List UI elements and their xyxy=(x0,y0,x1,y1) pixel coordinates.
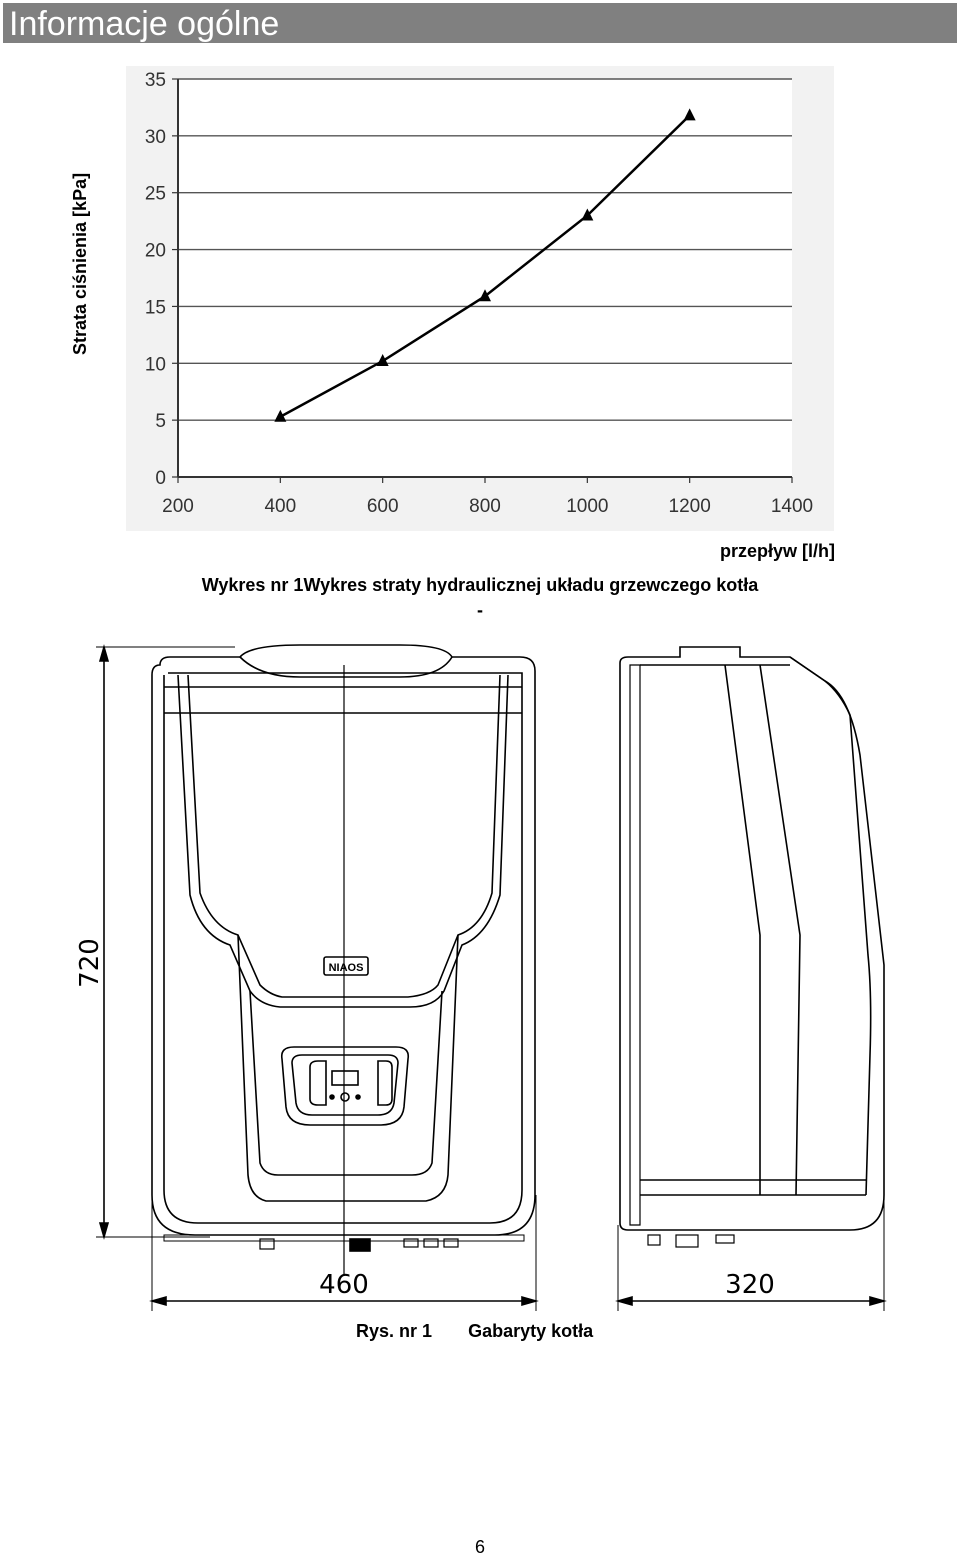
chart-svg xyxy=(126,66,834,531)
chart-caption-dash: - xyxy=(477,600,483,620)
y-tick-label: 25 xyxy=(144,183,166,205)
figure-title: Gabaryty kotła xyxy=(468,1321,594,1341)
section-header-bar xyxy=(3,3,957,43)
boiler-front-view xyxy=(152,645,535,1275)
x-tick-label: 400 xyxy=(264,496,297,517)
boiler-dimension-drawing xyxy=(60,635,900,1320)
y-tick-label: 5 xyxy=(155,411,166,433)
page-number: 6 xyxy=(474,1537,485,1557)
y-tick-label: 15 xyxy=(144,297,166,319)
chart-x-axis-label: przepływ [l/h] xyxy=(719,541,835,561)
figure-caption xyxy=(356,1321,593,1342)
x-tick-label: 1000 xyxy=(566,496,609,517)
figure-number: Rys. nr 1 xyxy=(356,1321,433,1341)
y-tick-label: 0 xyxy=(155,468,166,489)
x-tick-label: 1400 xyxy=(770,496,814,517)
x-tick-label: 200 xyxy=(162,496,194,517)
x-tick-label: 1200 xyxy=(668,496,711,517)
height-dimension-label: 720 xyxy=(75,938,105,988)
y-tick-label: 35 xyxy=(144,70,166,91)
boiler-side-view xyxy=(620,647,884,1247)
boiler-logo: NIAOS xyxy=(328,962,364,974)
section-title: Informacje ogólne xyxy=(9,5,280,43)
chart-caption: Wykres nr 1Wykres straty hydraulicznej układu grzewczego kotła xyxy=(201,575,759,595)
x-tick-label: 600 xyxy=(366,496,399,517)
pressure-loss-chart xyxy=(126,66,834,531)
side-width-label: 320 xyxy=(725,1270,775,1300)
y-tick-label: 10 xyxy=(144,354,166,376)
chart-y-axis-label: Strata ciśnienia [kPa] xyxy=(70,172,90,355)
front-width-label: 460 xyxy=(319,1270,369,1300)
height-dimension xyxy=(96,647,235,1237)
y-tick-label: 30 xyxy=(144,126,166,148)
plot-area xyxy=(178,79,792,477)
x-tick-label: 800 xyxy=(469,496,501,517)
y-tick-label: 20 xyxy=(144,240,166,262)
